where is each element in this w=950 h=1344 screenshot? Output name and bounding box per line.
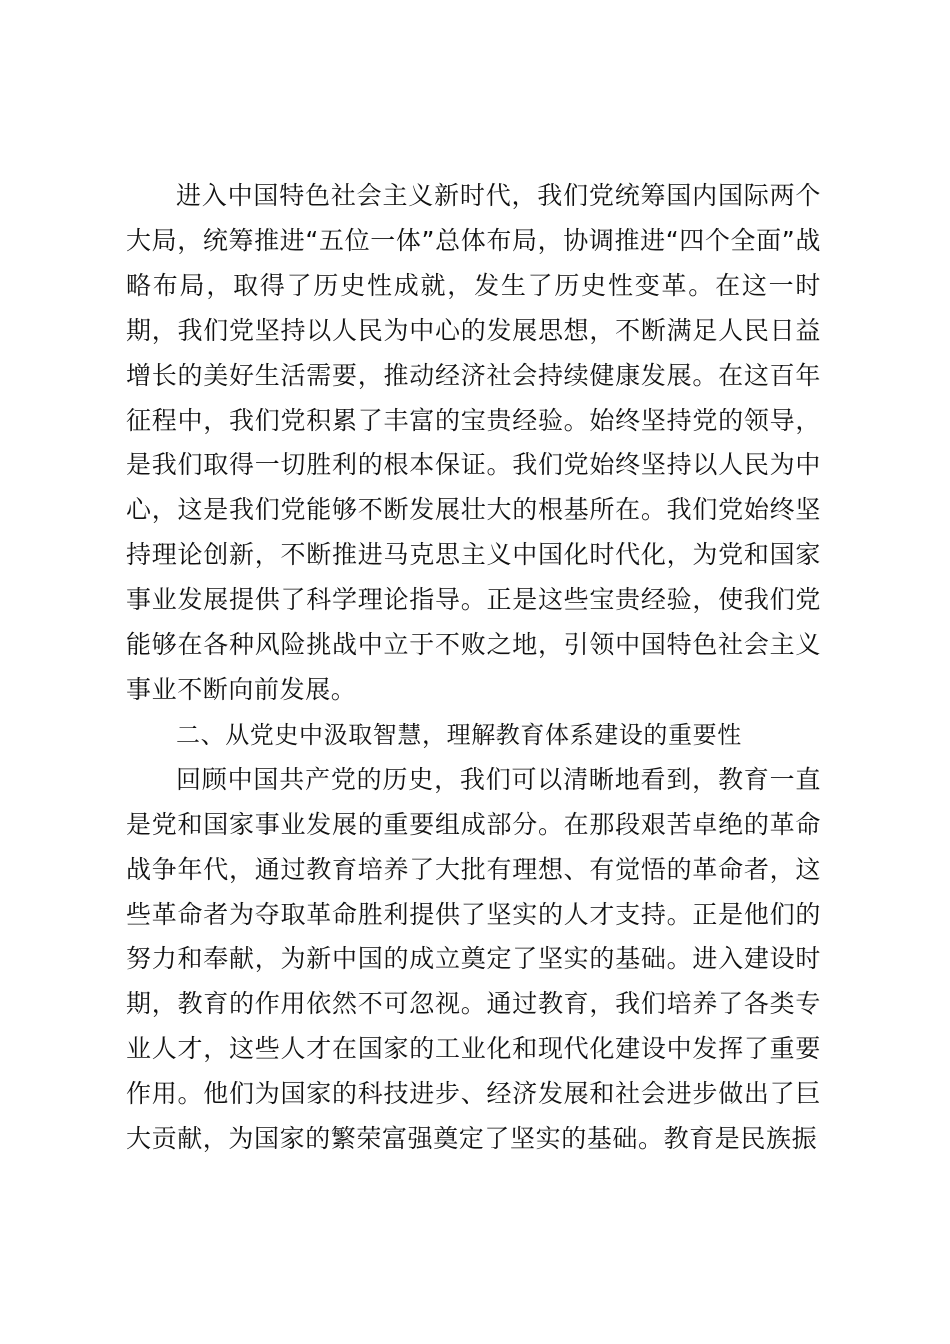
section-heading: 二、从党史中汲取智慧，理解教育体系建设的重要性 bbox=[176, 720, 742, 749]
body-paragraph: 进入中国特色社会主义新时代，我们党统筹国内国际两个大局，统筹推进“五位一体”总体布局，协调推进“四个全面”战略布局，取得了历史性成就，发生了历史性变革。在这一时期，我们党坚持以人民为中心的发展思想，不断满足人民日益增长的美好生活需要，推动经济社会持续健康发展。在这百年征程中，我们党积累了丰富的宝贵经验。始终坚持党的领导，是我们取得一切胜利的根本保证。我们党始终坚持以人民为中心，这是我们党能够不断发展壮大的根基所在。我们党始终坚持理论创新，不断推进马克思主义中国化时代化，为党和国家事业发展提供了科学理论指导。正是这些宝贵经验，使我们党能够在各种风险挑战中立于不败之地，引领中国特色社会主义事业不断向前发展。 bbox=[126, 181, 821, 704]
document-body bbox=[126, 174, 821, 1162]
body-paragraph: 回顾中国共产党的历史，我们可以清晰地看到，教育一直是党和国家事业发展的重要组成部分。在那段艰苦卓绝的革命战争年代，通过教育培养了大批有理想、有觉悟的革命者，这些革命者为夺取革命胜利提供了坚实的人才支持。正是他们的努力和奉献，为新中国的成立奠定了坚实的基础。进入建设时期，教育的作用依然不可忽视。通过教育，我们培养了各类专业人才，这些人才在国家的工业化和现代化建设中发挥了重要作用。他们为国家的科技进步、经济发展和社会进步做出了巨大贡献，为国家的繁荣富强奠定了坚实的基础。教育是民族振 bbox=[126, 764, 821, 1154]
